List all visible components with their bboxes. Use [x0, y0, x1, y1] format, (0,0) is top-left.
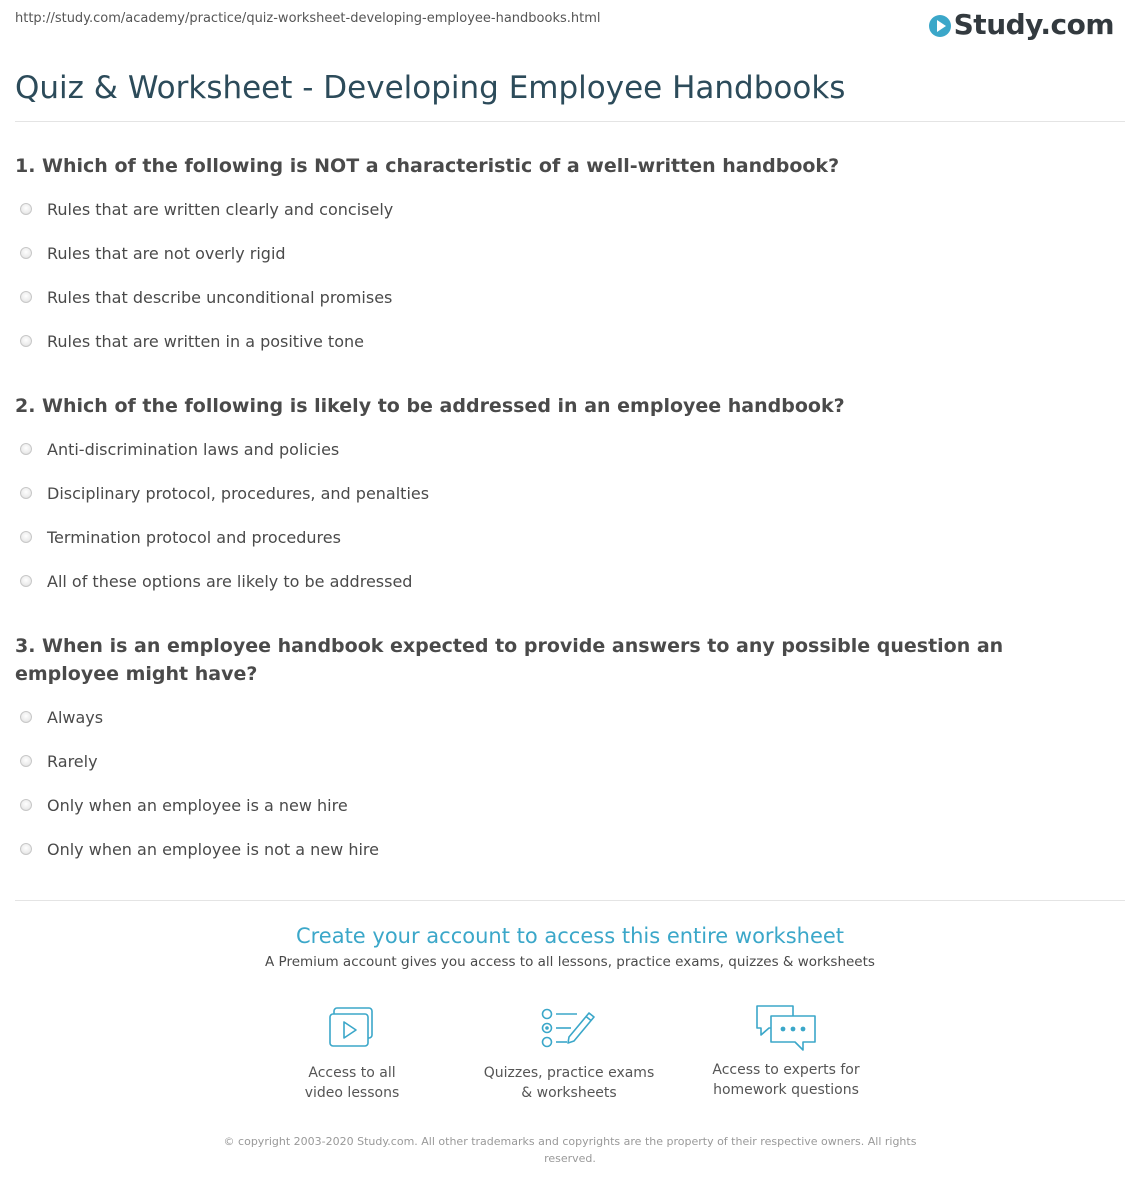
q2-option-3[interactable]: Termination protocol and procedures — [20, 528, 341, 547]
page-url: http://study.com/academy/practice/quiz-worksheet-developing-employee-handbooks.html — [15, 11, 601, 26]
question-2: 2. Which of the following is likely to be addressed in an employee handbook? — [15, 395, 845, 417]
feature-label: Quizzes, practice exams & worksheets — [483, 1065, 655, 1101]
divider — [15, 121, 1125, 122]
radio-button[interactable] — [20, 799, 32, 811]
q2-option-2[interactable]: Disciplinary protocol, procedures, and penalties — [20, 484, 429, 503]
chat-bubbles-icon — [753, 1002, 819, 1054]
q1-option-2[interactable]: Rules that are not overly rigid — [20, 244, 286, 263]
q2-option-1[interactable]: Anti-discrimination laws and policies — [20, 440, 339, 459]
radio-button[interactable] — [20, 575, 32, 587]
q3-option-4[interactable]: Only when an employee is not a new hire — [20, 840, 379, 859]
question-1: 1. Which of the following is NOT a characteristic of a well-written handbook? — [15, 155, 840, 177]
quiz-checklist-icon — [539, 1005, 599, 1051]
radio-button[interactable] — [20, 755, 32, 767]
radio-button[interactable] — [20, 247, 32, 259]
feature-label: Access to all video lessons — [304, 1065, 400, 1101]
radio-button[interactable] — [20, 711, 32, 723]
radio-button[interactable] — [20, 531, 32, 543]
feature-experts — [686, 1002, 886, 1100]
feature-quizzes — [469, 1005, 669, 1103]
radio-button[interactable] — [20, 443, 32, 455]
question-3: 3. When is an employee handbook expected to provide answers to any possible question an employee might have? — [15, 635, 1004, 685]
divider — [15, 900, 1125, 901]
create-account-link[interactable]: Create your account to access this entire worksheet — [295, 924, 845, 948]
q1-option-3[interactable]: Rules that describe unconditional promises — [20, 288, 392, 307]
radio-button[interactable] — [20, 487, 32, 499]
radio-button[interactable] — [20, 291, 32, 303]
q3-option-2[interactable]: Rarely — [20, 752, 98, 771]
copyright-footer: © copyright 2003-2020 Study.com. All other trademarks and copyrights are the property of their respective owners. All rights reserved. — [223, 1135, 917, 1165]
q1-option-4[interactable]: Rules that are written in a positive tone — [20, 332, 364, 351]
cta-subtitle: A Premium account gives you access to all lessons, practice exams, quizzes & worksheets — [265, 954, 875, 970]
play-logo-icon — [929, 15, 951, 37]
page-title: Quiz & Worksheet - Developing Employee Handbooks — [15, 70, 846, 106]
q3-option-1[interactable]: Always — [20, 708, 103, 727]
logo-text: Study.com — [953, 8, 1114, 41]
q3-option-3[interactable]: Only when an employee is a new hire — [20, 796, 348, 815]
radio-button[interactable] — [20, 203, 32, 215]
q2-option-4[interactable]: All of these options are likely to be addressed — [20, 572, 412, 591]
feature-video-lessons — [252, 1005, 452, 1103]
q1-option-1[interactable]: Rules that are written clearly and concisely — [20, 200, 393, 219]
radio-button[interactable] — [20, 335, 32, 347]
study-logo[interactable] — [929, 8, 1114, 41]
radio-button[interactable] — [20, 843, 32, 855]
feature-label: Access to experts for homework questions — [712, 1062, 860, 1098]
video-lessons-icon — [325, 1005, 379, 1051]
